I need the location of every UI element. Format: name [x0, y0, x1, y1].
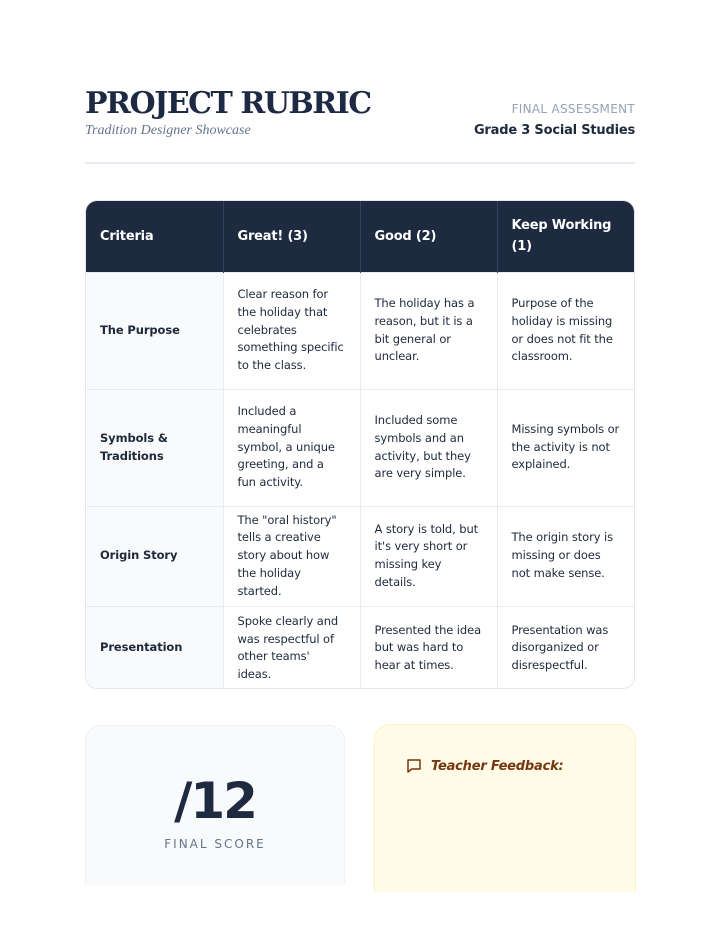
grade-label: Grade 3 Social Studies	[473, 123, 635, 138]
keep-working-cell: The origin story is missing or does not make sense.	[497, 506, 634, 606]
criteria-cell: Origin Story	[86, 506, 223, 606]
page-header	[85, 86, 635, 164]
good-cell: Presented the idea but was hard to hear at times.	[360, 606, 497, 689]
column-header-great: Great! (3)	[223, 201, 360, 272]
final-score-value: /12	[174, 772, 256, 830]
table-row	[86, 506, 634, 606]
assessment-label: FINAL ASSESSMENT	[511, 102, 635, 116]
great-cell: Spoke clearly and was respectful of other teams' ideas.	[223, 606, 360, 689]
table-row	[86, 606, 634, 689]
criteria-cell: The Purpose	[86, 272, 223, 389]
keep-working-cell: Purpose of the holiday is missing or does not fit the classroom.	[497, 272, 634, 389]
column-header-good: Good (2)	[360, 201, 497, 272]
table-row	[86, 389, 634, 506]
rubric-table	[85, 200, 635, 689]
feedback-header	[405, 757, 564, 775]
good-cell: Included some symbols and an activity, but they are very simple.	[360, 389, 497, 506]
criteria-cell: Presentation	[86, 606, 223, 689]
final-score-label: FINAL SCORE	[164, 837, 266, 851]
criteria-cell: Symbols & Traditions	[86, 389, 223, 506]
good-cell: A story is told, but it's very short or missing key details.	[360, 506, 497, 606]
good-cell: The holiday has a reason, but it is a bit general or unclear.	[360, 272, 497, 389]
comment-icon	[405, 757, 423, 775]
keep-working-cell: Missing symbols or the activity is not explained.	[497, 389, 634, 506]
page-subtitle: Tradition Designer Showcase	[85, 123, 251, 138]
great-cell: The "oral history" tells a creative story about how the holiday started.	[223, 506, 360, 606]
table-row	[86, 272, 634, 389]
page-title: PROJECT RUBRIC	[85, 86, 371, 121]
rubric-header-row	[86, 201, 634, 272]
column-header-criteria: Criteria	[86, 201, 223, 272]
teacher-feedback-box	[374, 724, 636, 892]
great-cell: Included a meaningful symbol, a unique greeting, and a fun activity.	[223, 389, 360, 506]
score-card	[85, 725, 345, 885]
great-cell: Clear reason for the holiday that celebrates something specific to the class.	[223, 272, 360, 389]
keep-working-cell: Presentation was disorganized or disrespectful.	[497, 606, 634, 689]
feedback-title: Teacher Feedback:	[431, 758, 564, 774]
column-header-keep-working: Keep Working (1)	[497, 201, 634, 272]
header-meta	[474, 102, 635, 138]
